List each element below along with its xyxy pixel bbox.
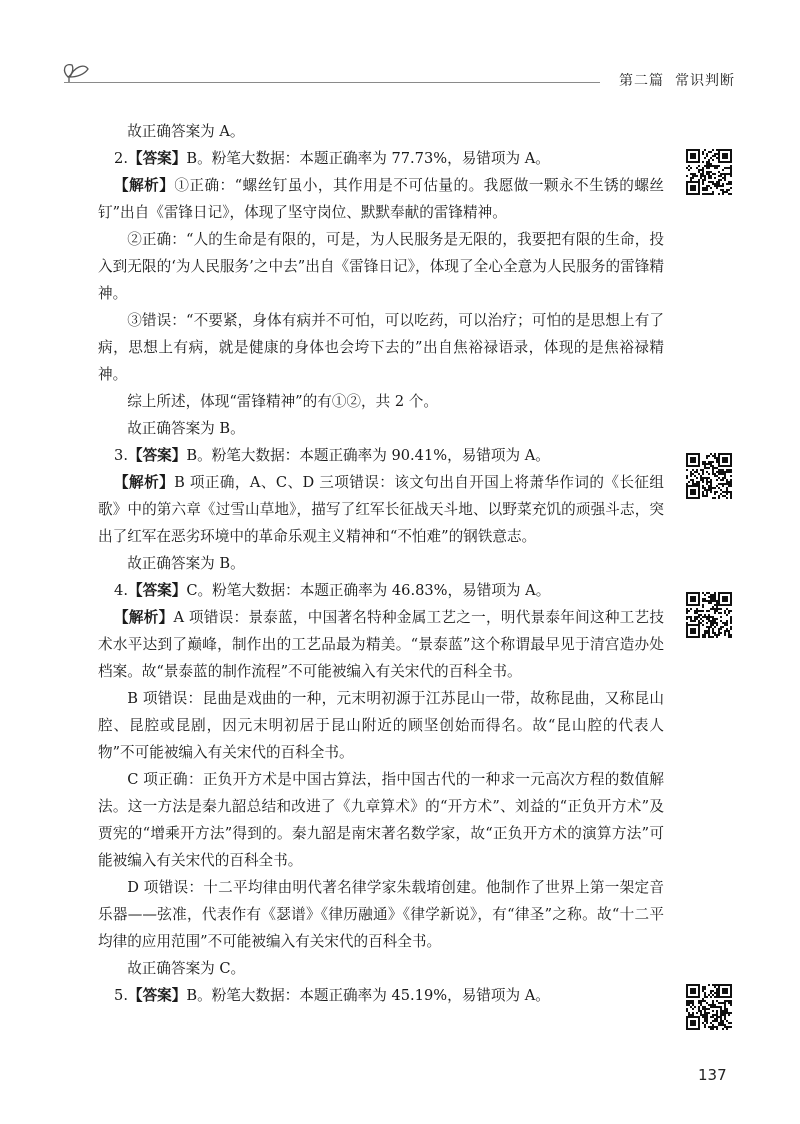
answer-content	[98, 118, 664, 1009]
answer-tag: 【答案】	[127, 150, 187, 167]
paragraph: B 项错误：昆曲是戏曲的一种，元末明初源于江苏昆山一带，故称昆曲，又称昆山腔、昆腔或昆剧，因元末明初居于昆山附近的顾坚创始而得名。故“昆山腔的代表人物”不可能被编入有关宋代的百科全书。	[98, 690, 664, 761]
paragraph: 故正确答案为 C。	[127, 960, 246, 977]
header-rule	[64, 82, 600, 83]
page-number: 137	[698, 1066, 727, 1084]
analysis-3: 【解析】B 项正确，A、C、D 三项错误：该文句出自开国上将萧华作词的《长征组歌》中的第六章《过雪山草地》，描写了红军长征战天斗地、以野菜充饥的顽强斗志，突出了红军在恶劣环境中的革命乐观主义精神和“不怕难”的钢铁意志。	[98, 474, 664, 545]
analysis-tag: 【解析】	[114, 609, 174, 626]
analysis-tag: 【解析】	[114, 177, 175, 194]
answer-line-5: 5.【答案】B。粉笔大数据：本题正确率为 45.19%，易错项为 A。	[114, 987, 550, 1004]
answer-tag: 【答案】	[127, 447, 187, 464]
paragraph: ③错误：“不要紧，身体有病并不可怕，可以吃药，可以治疗；可怕的是思想上有了病，思想上有病，就是健康的身体也会垮下去的”出自焦裕禄语录，体现的是焦裕禄精神。	[98, 312, 664, 383]
paragraph: D 项错误：十二平均律由明代著名律学家朱载堉创建。他制作了世界上第一架定音乐器——弦准，代表作有《瑟谱》《律历融通》《律学新说》，有“律圣”之称。故“十二平均律的应用范围”不可能被编入有关宋代的百科全书。	[98, 879, 664, 950]
analysis-tag: 【解析】	[114, 474, 175, 491]
header-chapter: 常识判断	[675, 73, 735, 89]
qr-code-icon[interactable]	[684, 147, 734, 197]
paragraph: 综上所述，体现“雷锋精神”的有①②，共 2 个。	[127, 393, 438, 410]
paragraph: 故正确答案为 A。	[127, 123, 245, 140]
answer-tag: 【答案】	[127, 582, 187, 599]
sprout-icon	[60, 57, 94, 83]
answer-line-2: 2.【答案】B。粉笔大数据：本题正确率为 77.73%，易错项为 A。	[114, 150, 550, 167]
qr-code-icon[interactable]	[684, 451, 734, 501]
paragraph: 故正确答案为 B。	[127, 420, 245, 437]
answer-line-4: 4.【答案】C。粉笔大数据：本题正确率为 46.83%，易错项为 A。	[114, 582, 551, 599]
answer-line-3: 3.【答案】B。粉笔大数据：本题正确率为 90.41%，易错项为 A。	[114, 447, 550, 464]
header-section: 第二篇	[619, 73, 664, 89]
paragraph: 故正确答案为 B。	[127, 555, 245, 572]
paragraph: C 项正确：正负开方术是中国古算法，指中国古代的一种求一元高次方程的数值解法。这一方法是秦九韶总结和改进了《九章算术》的“开方术”、刘益的“正负开方术”及贾宪的“增乘开方法”得到的。秦九韶是南宋著名数学家，故“正负开方术的演算方法”可能被编入有关宋代的百科全书。	[98, 771, 664, 869]
analysis-2: 【解析】①正确：“螺丝钉虽小，其作用是不可估量的。我愿做一颗永不生锈的螺丝钉”出自《雷锋日记》，体现了坚守岗位、默默奉献的雷锋精神。	[98, 177, 664, 221]
paragraph: ②正确：“人的生命是有限的，可是，为人民服务是无限的，我要把有限的生命，投入到无限的‘为人民服务’之中去”出自《雷锋日记》，体现了全心全意为人民服务的雷锋精神。	[98, 231, 664, 302]
qr-code-icon[interactable]	[684, 982, 734, 1032]
analysis-4: 【解析】A 项错误：景泰蓝，中国著名特种金属工艺之一，明代景泰年间这种工艺技术水平达到了巅峰，制作出的工艺品最为精美。“景泰蓝”这个称谓最早见于清宫造办处档案。故“景泰蓝的制作流程”不可能被编入有关宋代的百科全书。	[98, 609, 664, 680]
answer-tag: 【答案】	[127, 987, 187, 1004]
qr-code-icon[interactable]	[684, 590, 734, 640]
